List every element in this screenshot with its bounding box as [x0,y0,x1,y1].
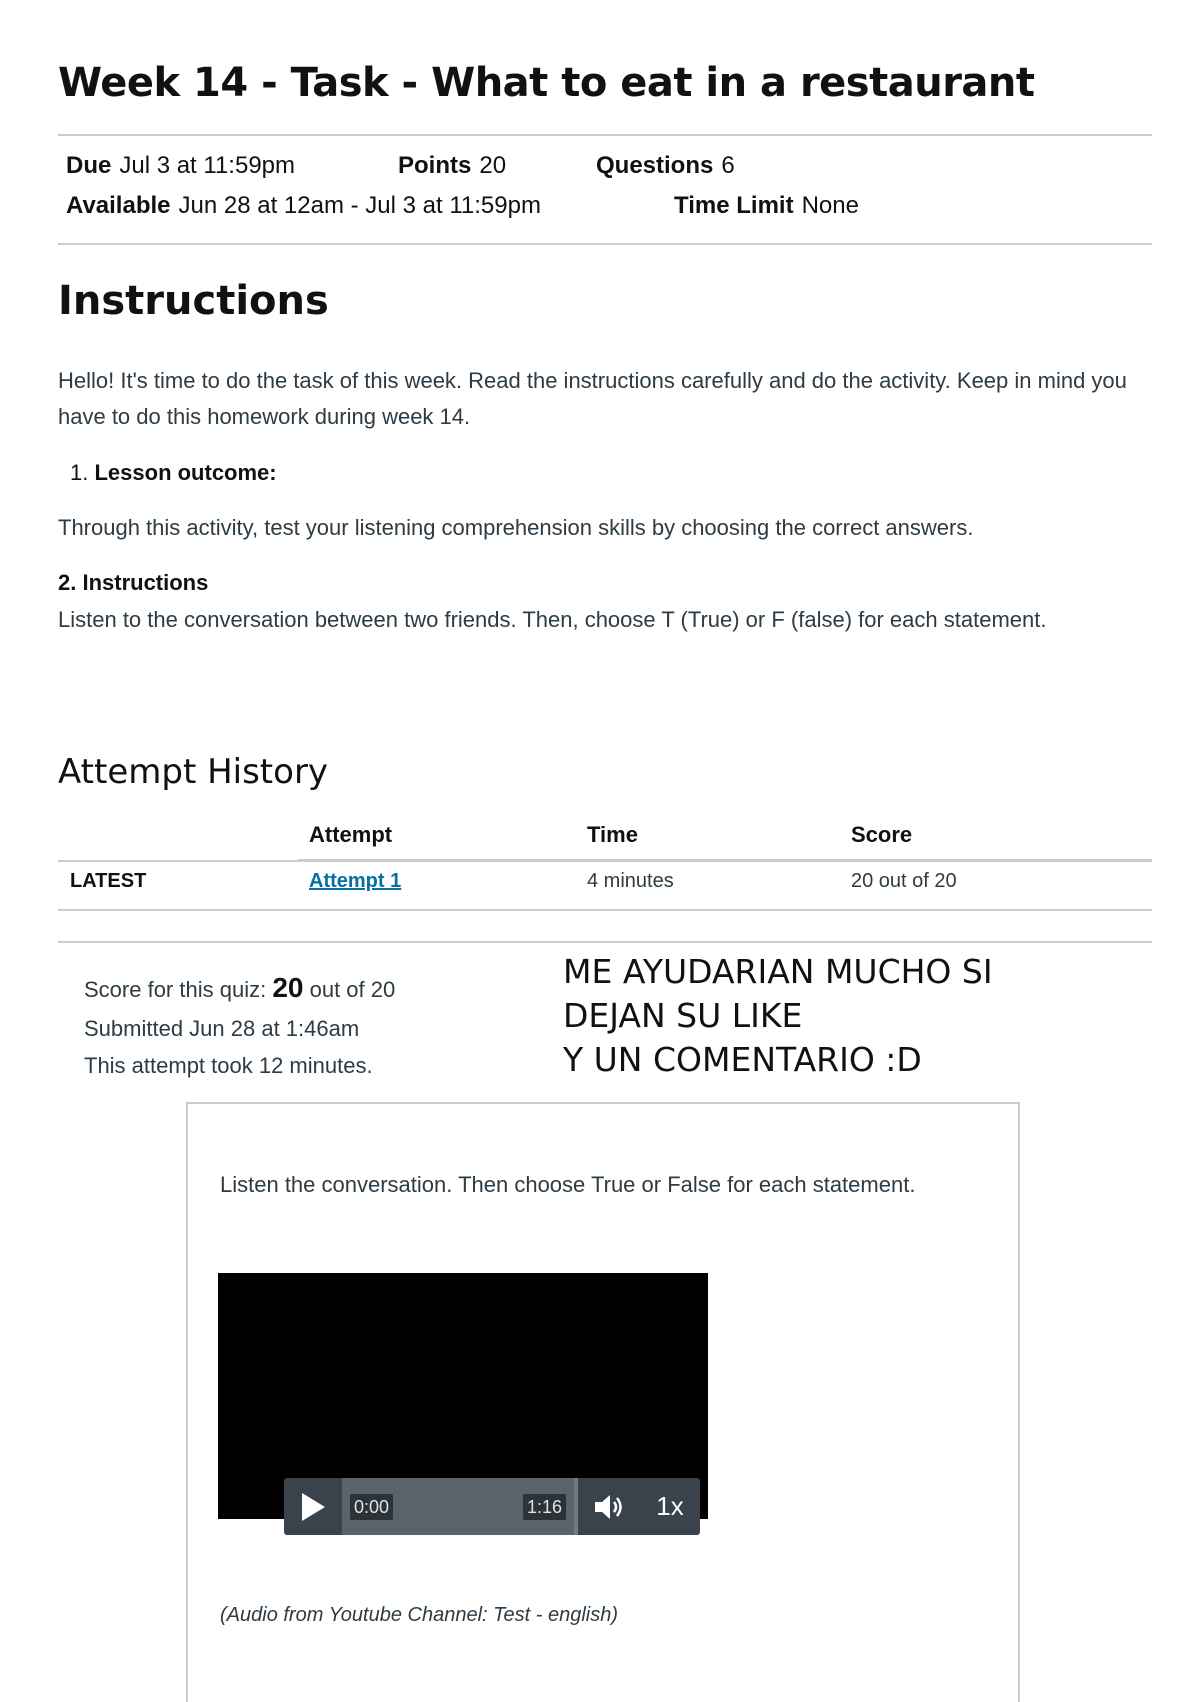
available-value: Jun 28 at 12am - Jul 3 at 11:59pm [178,192,541,219]
player-controls [284,1478,700,1535]
attempt-score: 20 out of 20 [851,870,957,892]
questions-value: 6 [721,152,735,179]
lesson-outcome-label: Lesson outcome: [94,460,277,485]
divider [58,941,1152,943]
attempt-history-heading: Attempt History [58,752,329,792]
points-value: 20 [479,152,507,179]
duration-time: 1:16 [523,1494,566,1520]
questions-info [596,152,735,180]
score-prefix: Score for this quiz: [84,977,267,1002]
instructions-heading: Instructions [58,278,329,324]
audio-player[interactable] [218,1273,708,1519]
instructions-intro: Hello! It's time to do the task of this week. Read the instructions carefully and do the activity. Keep in mind you have to do this homework during week 14. [58,368,1127,429]
seek-handle[interactable] [574,1478,578,1535]
outcome-text: Through this activity, test your listening comprehension skills by choosing the correct answers. [58,515,974,540]
overlay-line: DEJAN SU LIKE [563,996,803,1035]
column-header-time: Time [587,822,638,847]
attempt-time: 4 minutes [587,870,674,892]
table-row-divider [58,909,1152,911]
instructions-step-text: Listen to the conversation between two friends. Then, choose T (True) or F (false) for each statement. [58,607,1047,632]
seek-bar[interactable] [342,1478,578,1535]
available-info [66,192,541,220]
meta-row-1 [66,152,295,180]
playback-speed-button[interactable]: 1x [656,1491,684,1521]
latest-tag: LATEST [70,870,147,892]
due-value: Jul 3 at 11:59pm [119,152,296,179]
overlay-line: ME AYUDARIAN MUCHO SI [563,952,993,991]
overlay-message [563,950,993,1082]
current-time: 0:00 [350,1494,393,1520]
available-label: Available [66,192,171,219]
list-number: 1. [70,460,89,485]
score-suffix: out of 20 [309,977,396,1002]
question-box [186,1102,1020,1702]
column-header-attempt: Attempt [309,822,393,847]
divider [58,243,1152,245]
overlay-line: Y UN COMENTARIO :D [563,1040,922,1079]
table-header-divider [298,859,1152,862]
table-header-divider [58,860,298,862]
time-limit-info [674,192,859,220]
attempt-duration: This attempt took 12 minutes. [84,1053,373,1078]
time-limit-label: Time Limit [674,192,794,219]
divider [58,134,1152,136]
audio-credit: (Audio from Youtube Channel: Test - english) [220,1604,619,1626]
due-label: Due [66,152,112,179]
question-text: Listen the conversation. Then choose True or False for each statement. [220,1172,916,1197]
column-header-score: Score [851,822,913,847]
play-icon [300,1492,326,1522]
questions-label: Questions [596,152,714,179]
points-info [398,152,506,180]
quiz-score [84,972,395,1004]
time-limit-value: None [801,192,859,219]
volume-icon [593,1493,625,1521]
volume-button[interactable] [578,1478,640,1535]
submitted-time: Submitted Jun 28 at 1:46am [84,1016,360,1041]
page-title: Week 14 - Task - What to eat in a restaurant [58,60,1035,106]
lesson-outcome-item [70,460,277,486]
score-value: 20 [272,972,304,1003]
attempt-1-link[interactable]: Attempt 1 [309,870,402,892]
play-button[interactable] [284,1478,342,1535]
instructions-step-label: 2. Instructions [58,570,209,595]
points-label: Points [398,152,472,179]
